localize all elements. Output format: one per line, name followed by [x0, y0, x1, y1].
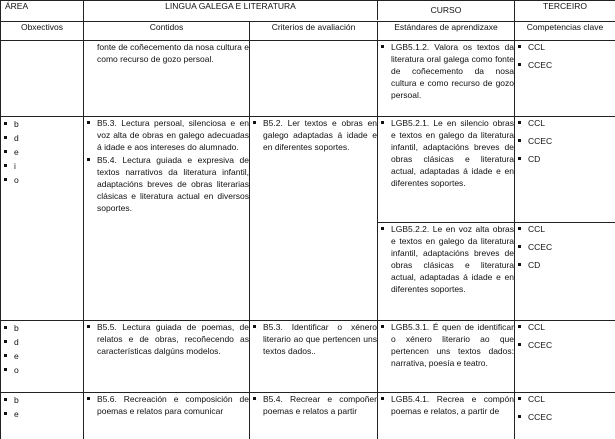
obxectivos-cell — [1, 321, 84, 393]
estandares-cell — [378, 41, 515, 117]
obxectivo-item: o — [1, 363, 83, 377]
obxectivos-cell — [1, 41, 84, 117]
table-row — [1, 393, 615, 439]
estandar-item: LGB5.2.2. Le en voz alta obras e textos en galego da literatura infantil, adaptacións breves de obras clásicas e literatura actual, adaptadas á idade e en diferentes soportes. — [378, 223, 514, 295]
criterios-cell — [250, 393, 378, 439]
contido-item: B5.6. Recreación e composición de poemas e relatos para comunicar — [84, 393, 249, 417]
competencia-item: CCEC — [515, 135, 615, 147]
obxectivo-item: d — [1, 335, 83, 349]
competencias-cell — [515, 321, 615, 393]
col-header-estandares: Estándares de aprendizaxe — [378, 22, 515, 41]
obxectivos-cell — [1, 393, 84, 439]
competencia-item: CCL — [515, 393, 615, 405]
table-row — [1, 117, 615, 223]
estandar-item: LGB5.4.1. Recrea e compón poemas e relatos, a partir de — [378, 393, 514, 417]
criterios-cell — [250, 117, 378, 321]
criterio-item: B5.2. Ler textos e obras en galego adaptadas á idade e en diferentes soportes. — [250, 117, 377, 153]
competencia-item: CCL — [515, 223, 615, 235]
competencia-item: CD — [515, 259, 615, 271]
obxectivo-item: e — [1, 407, 83, 421]
obxectivo-item: o — [1, 173, 83, 187]
criterio-item: B5.4. Recrear e compoñer poemas e relatos a partir — [250, 393, 377, 417]
table-row — [1, 41, 615, 117]
criterios-cell — [250, 321, 378, 393]
obxectivo-item: b — [1, 393, 83, 407]
competencias-cell — [515, 393, 615, 439]
competencia-item: CCEC — [515, 59, 615, 71]
competencias-cell — [515, 41, 615, 117]
col-header-competencias: Competencias clave — [515, 22, 615, 41]
obxectivo-item: e — [1, 145, 83, 159]
competencia-item: CCEC — [515, 241, 615, 253]
col-header-contidos: Contidos — [84, 22, 250, 41]
curso-value: TERCEIRO — [515, 1, 615, 22]
estandares-cell — [378, 223, 515, 321]
contidos-continuation: fonte de coñecemento da nosa cultura e como recurso de gozo persoal. — [97, 42, 249, 64]
header-row-columns — [1, 22, 615, 41]
competencia-item: CCL — [515, 321, 615, 333]
estandares-cell — [378, 117, 515, 223]
contido-item: B5.5. Lectura guiada de poemas, de relatos e de obras, recoñecendo as características dalgúns modelos. — [84, 321, 249, 357]
competencias-cell — [515, 117, 615, 223]
obxectivos-cell — [1, 117, 84, 321]
obxectivo-item: i — [1, 159, 83, 173]
obxectivo-item: e — [1, 349, 83, 363]
curso-label: CURSO — [377, 0, 514, 20]
header-row-area — [1, 1, 615, 22]
obxectivo-item: b — [1, 117, 83, 131]
competencia-item: CCL — [515, 41, 615, 53]
criterio-item: B5.3. Identificar o xénero literario ao que pertencen uns textos dados.. — [250, 321, 377, 357]
area-label: ÁREA — [1, 1, 84, 22]
competencia-item: CCEC — [515, 339, 615, 351]
col-header-criterios: Criterios de avaliación — [250, 22, 378, 41]
table-row — [1, 321, 615, 393]
estandares-cell — [378, 321, 515, 393]
competencia-item: CCEC — [515, 411, 615, 423]
contido-item: B5.4. Lectura guiada e expresiva de textos narrativos da literatura infantil, adaptacións breves de obras literarias clásicas e literatura actual en diversos soportes. — [84, 154, 249, 214]
contidos-cell — [84, 41, 250, 117]
area-value: LINGUA GALEGA E LITERATURA — [84, 1, 515, 22]
contidos-cell — [84, 321, 250, 393]
contidos-cell — [84, 393, 250, 439]
col-header-obxectivos: Obxectivos — [1, 22, 84, 41]
competencias-cell — [515, 223, 615, 321]
competencia-item: CCL — [515, 117, 615, 129]
competencia-item: CD — [515, 153, 615, 165]
estandar-item: LGB5.2.1. Le en silencio obras e textos en galego da literatura infantil, adaptacións breves de obras clásicas e literatura actual, adaptadas á idade e en diferentes soportes. — [378, 117, 514, 189]
contido-item: B5.3. Lectura persoal, silenciosa e en voz alta de obras en galego adecuadas á idade e aos intereses do alumnado. — [84, 117, 249, 153]
estandar-item: LGB5.1.2. Valora os textos da literatura oral galega como fonte de coñecemento da nosa cultura e como recurso de gozo persoal. — [378, 41, 514, 101]
obxectivo-item: b — [1, 321, 83, 335]
obxectivo-item: d — [1, 131, 83, 145]
criterios-cell — [250, 41, 378, 117]
contidos-cell — [84, 117, 250, 321]
estandares-cell — [378, 393, 515, 439]
estandar-item: LGB5.3.1. É quen de identificar o xénero literario ao que pertencen uns textos dados: narrativa, poesía e teatro. — [378, 321, 514, 369]
